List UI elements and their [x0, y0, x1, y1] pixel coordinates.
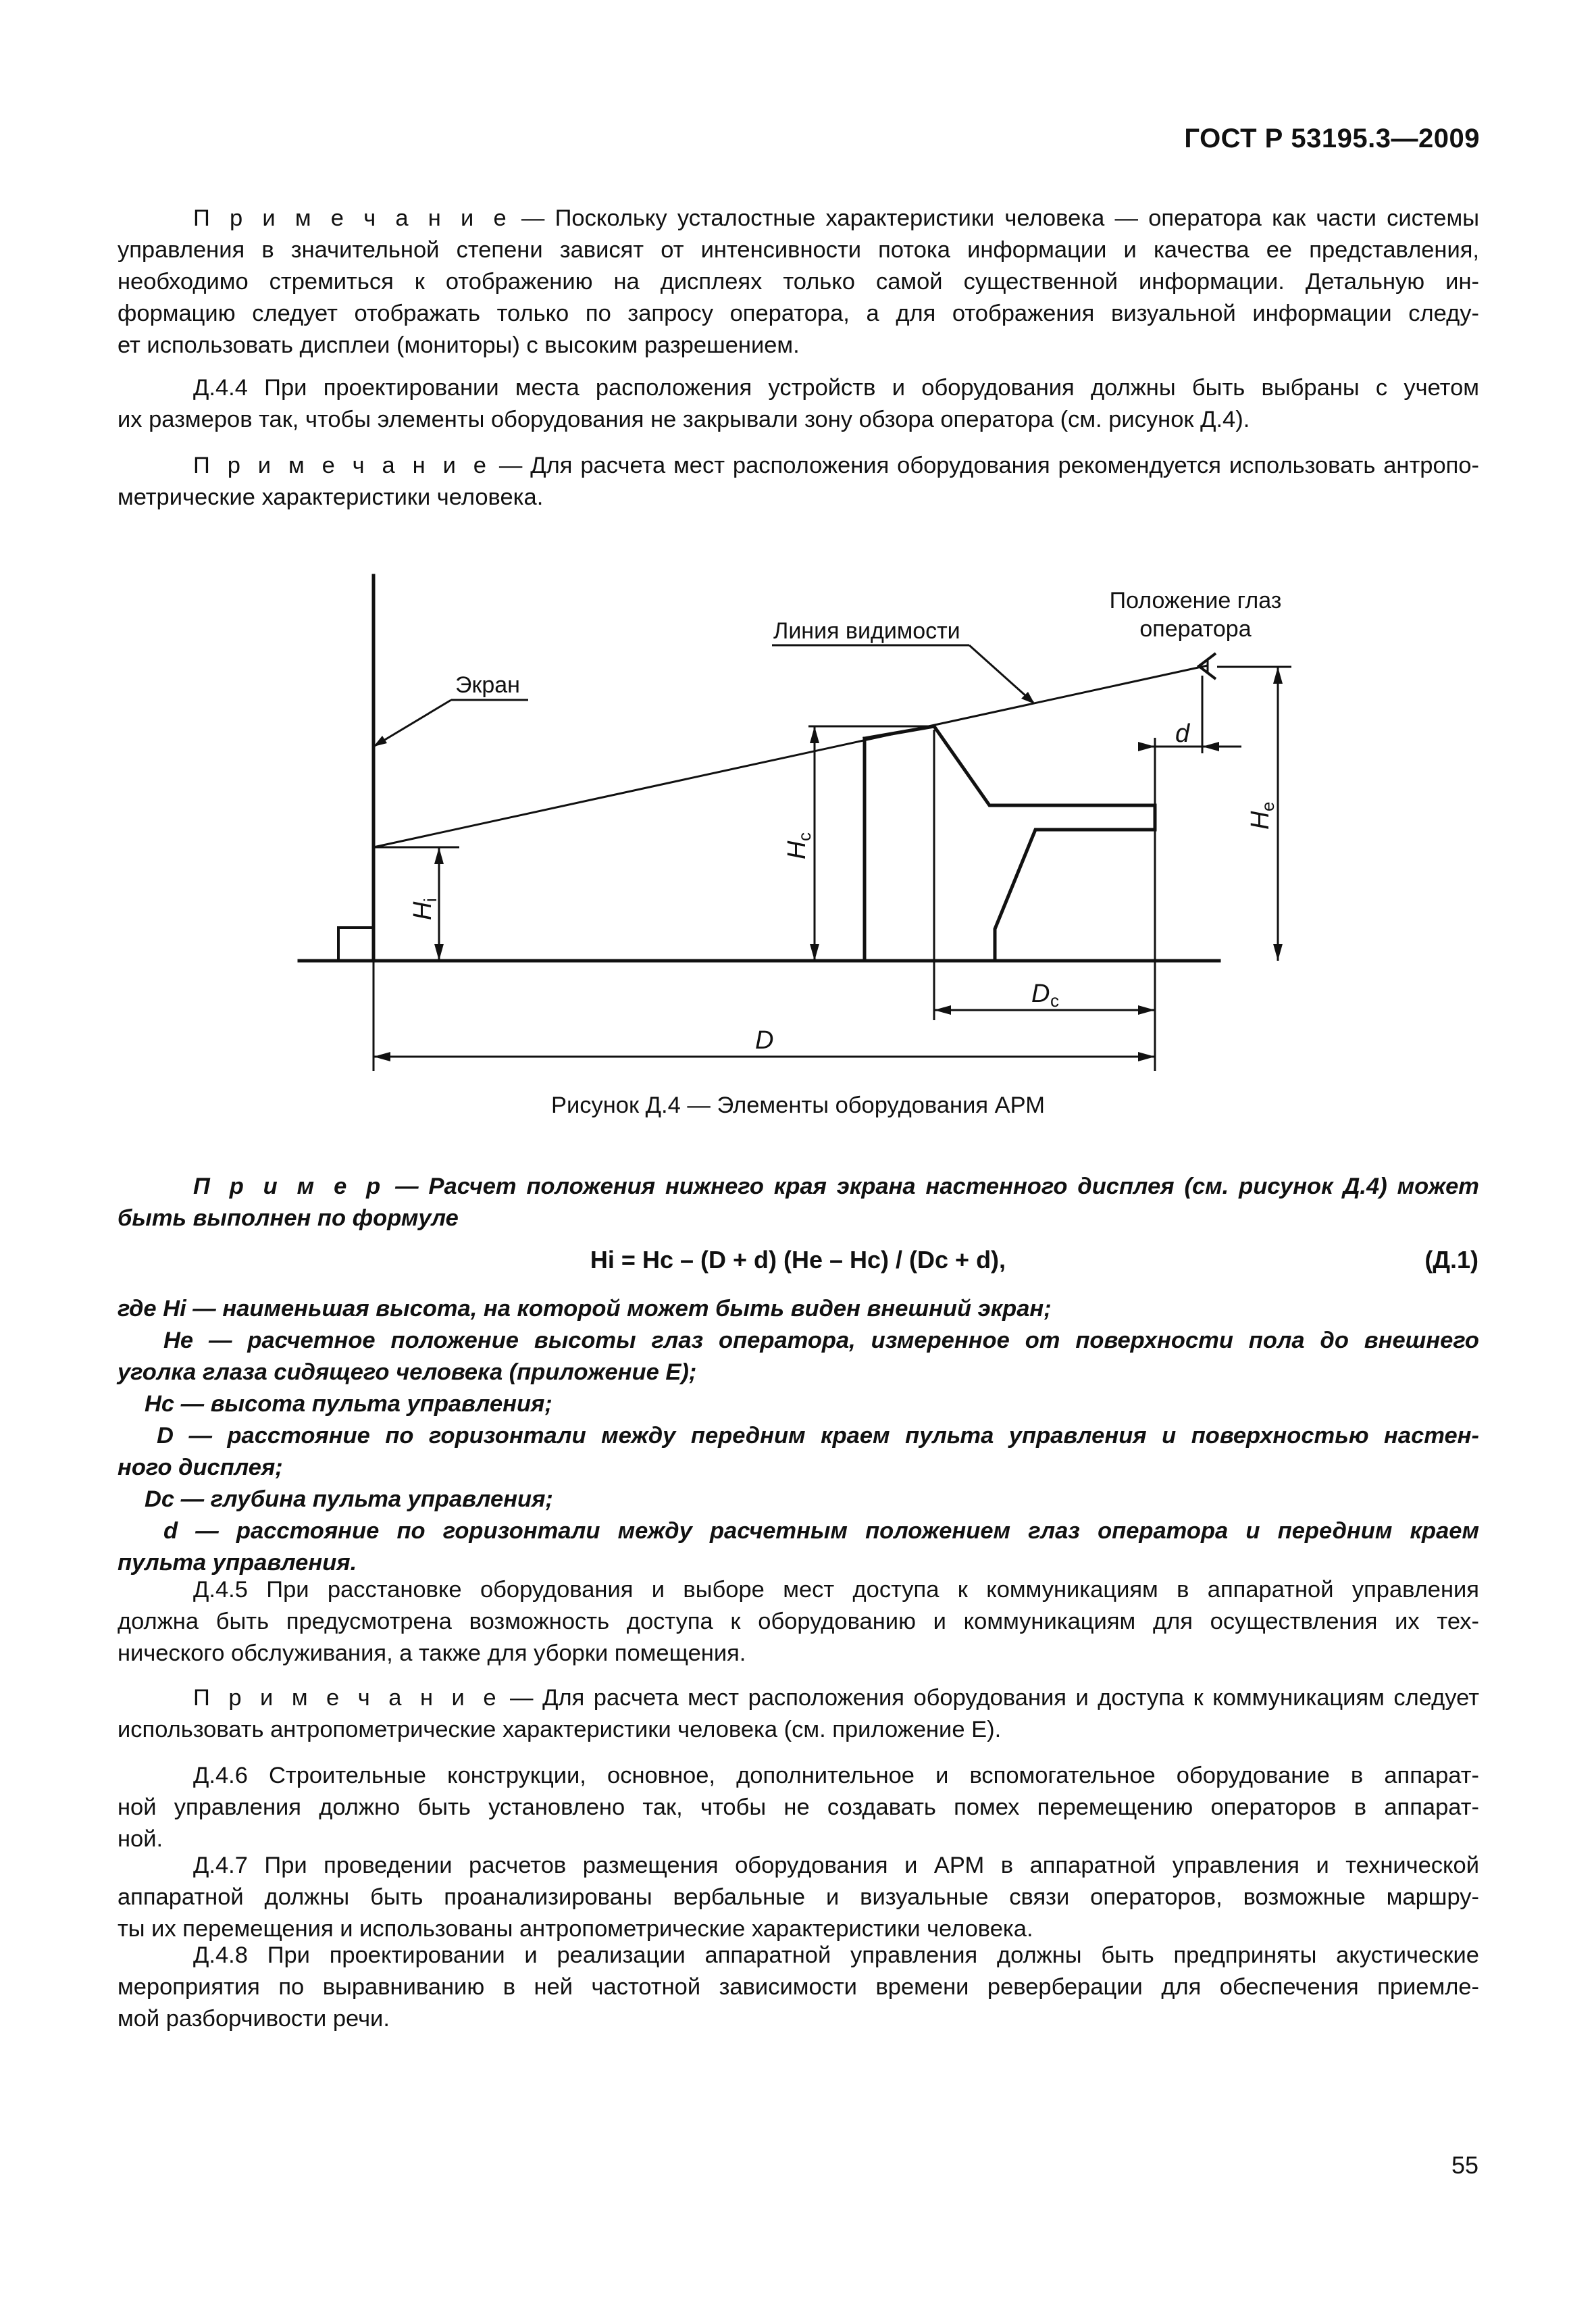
note-text: — Поскольку усталостные характеристики человека — оператора как части системы [511, 205, 1479, 231]
paragraph-d46 [118, 1760, 1479, 1855]
where-line: D — расстояние по горизонтали между передним краем пульта управления и поверхностью настен- [157, 1423, 1479, 1449]
note-text: — Для расчета мест расположения оборудования и доступа к коммуникациям следует [500, 1685, 1479, 1711]
paragraph-line: ной управления должно быть установлено так, чтобы не создавать помех перемещению операторов в аппарат- [118, 1794, 1479, 1820]
arrowhead [1202, 742, 1219, 751]
note-3 [118, 1682, 1479, 1746]
where-line: d — расстояние по горизонтали между расчетным положением глаз оператора и передним краем [163, 1518, 1479, 1544]
where-line: пульта управления. [118, 1550, 357, 1576]
example-line: быть выполнен по формуле [118, 1205, 459, 1231]
note-3-line: использовать антропометрические характеристики человека (см. приложение Е). [118, 1717, 1002, 1742]
paragraph-line: ной. [118, 1826, 163, 1852]
where-block [118, 1293, 1479, 1579]
label-dim-hc-sub: c [794, 832, 815, 841]
where-line: где Hi — наименьшая высота, на которой может быть виден внешний экран; [118, 1296, 1052, 1322]
example-text: — Расчет положения нижнего края экрана настенного дисплея (см. рисунок Д.4) может [385, 1174, 1479, 1199]
label-dim-big-d: D [755, 1026, 774, 1055]
example-block [118, 1171, 1479, 1234]
paragraph-line: их размеров так, чтобы элементы оборудования не закрывали зону обзора оператора (см. рисунок Д.4). [118, 407, 1250, 432]
paragraph-line: мероприятия по выравниванию в ней частотной зависимости времени реверберации для обеспечения приемле- [118, 1974, 1479, 2000]
note-1-line: необходимо стремиться к отображению на дисплеях только самой существенной информации. Детальную ин- [118, 269, 1479, 295]
label-dim-he [1246, 802, 1278, 830]
paragraph-line: Д.4.6 Строительные конструкции, основное, дополнительное и вспомогательное оборудование в аппарат- [193, 1763, 1479, 1788]
arrowhead [1273, 944, 1283, 961]
note-label: П р и м е ч а н и е [193, 205, 511, 231]
label-dim-hi [409, 898, 440, 920]
paragraph-line: ты их перемещения и использованы антропометрические характеристики человека. [118, 1916, 1033, 1942]
figure-d4 [0, 0, 1596, 1095]
label-dim-dc [1031, 980, 1059, 1011]
document-header: ГОСТ Р 53195.3—2009 [1184, 124, 1480, 153]
arrowhead [434, 944, 444, 961]
label-dim-hi-main: H [409, 901, 437, 920]
label-dim-dc-main: D [1031, 980, 1050, 1008]
label-line-of-sight: Линия видимости [773, 618, 960, 644]
arrowhead [1138, 742, 1155, 751]
label-eye-operator: оператора [1139, 616, 1252, 642]
paragraph-line: аппаратной должны быть проанализированы вербальные и визуальные связи операторов, возможные маршру- [118, 1884, 1479, 1910]
example-label: П р и м е р [193, 1174, 386, 1199]
where-line: He — расчетное положение высоты глаз оператора, измеренное от поверхности пола до внешнего [163, 1328, 1479, 1353]
where-line: Hc — высота пульта управления; [145, 1391, 552, 1417]
arrowhead [1138, 1052, 1155, 1061]
arrowhead [374, 736, 387, 747]
paragraph-d47 [118, 1850, 1479, 1945]
where-line: уголка глаза сидящего человека (приложение Е); [118, 1359, 697, 1385]
note-2-line: метрические характеристики человека. [118, 484, 544, 510]
floor-box [338, 928, 374, 961]
label-dim-he-main: H [1246, 811, 1275, 830]
label-dim-hi-sub: i [420, 898, 440, 902]
paragraph-line: мой разборчивости речи. [118, 2006, 390, 2032]
paragraph-line: должна быть предусмотрена возможность доступа к оборудованию и коммуникациям для осуществления их тех- [118, 1609, 1479, 1634]
note-3-line [118, 1682, 1479, 1714]
paragraph-d48 [118, 1940, 1479, 2035]
note-1-line: управления в значительной степени зависят от интенсивности потока информации и качества ее представления, [118, 237, 1479, 263]
paragraph-line: Д.4.8 При проектировании и реализации аппаратной управления должны быть предприняты акустические [193, 1942, 1479, 1968]
page-number: 55 [1451, 2151, 1478, 2179]
console-body [865, 726, 1155, 961]
note-1-line: формацию следует отображать только по запросу оператора, а для отображения визуальной информации следу- [118, 301, 1479, 326]
figure-caption: Рисунок Д.4 — Элементы оборудования АРМ [550, 1092, 1046, 1118]
note-label: П р и м е ч а н и е [193, 453, 491, 478]
arrowhead [810, 726, 819, 743]
paragraph-d45 [118, 1574, 1479, 1669]
paragraph-line: Д.4.5 При расстановке оборудования и выборе мест доступа к коммуникациям в аппаратной управления [193, 1577, 1479, 1603]
arrowhead [434, 847, 444, 864]
label-dim-hc [783, 832, 815, 859]
sight-leader [969, 645, 1033, 703]
label-dim-he-sub: e [1258, 801, 1278, 811]
where-line: Dc — глубина пульта управления; [145, 1486, 553, 1512]
screen-leader [374, 700, 451, 747]
arrowhead [934, 1005, 951, 1015]
formula-number: (Д.1) [1424, 1246, 1478, 1274]
label-dim-d: d [1175, 720, 1190, 748]
label-screen: Экран [455, 672, 520, 698]
arrowhead [1273, 667, 1283, 684]
label-eye-position: Положение глаз [1109, 588, 1282, 613]
note-label: П р и м е ч а н и е [193, 1685, 501, 1711]
label-dim-hc-main: H [783, 840, 811, 859]
paragraph-line: нического обслуживания, а также для уборки помещения. [118, 1640, 746, 1666]
note-text: — Для расчета мест расположения оборудования рекомендуется использовать антропо- [490, 453, 1479, 478]
arrowhead [810, 944, 819, 961]
example-line [118, 1171, 1479, 1203]
formula: Hi = Hc – (D + d) (He – Hc) / (Dc + d), [590, 1246, 1006, 1274]
paragraph-line: Д.4.7 При проведении расчетов размещения оборудования и АРМ в аппаратной управления и технической [193, 1853, 1479, 1878]
paragraph-line: Д.4.4 При проектировании места расположения устройств и оборудования должны быть выбраны с учетом [193, 375, 1479, 401]
label-dim-dc-sub: c [1050, 990, 1059, 1011]
where-line: ного дисплея; [118, 1455, 283, 1480]
note-1-line: ет использовать дисплеи (мониторы) с высоким разрешением. [118, 332, 800, 358]
arrowhead [374, 1052, 390, 1061]
arrowhead [1138, 1005, 1155, 1015]
